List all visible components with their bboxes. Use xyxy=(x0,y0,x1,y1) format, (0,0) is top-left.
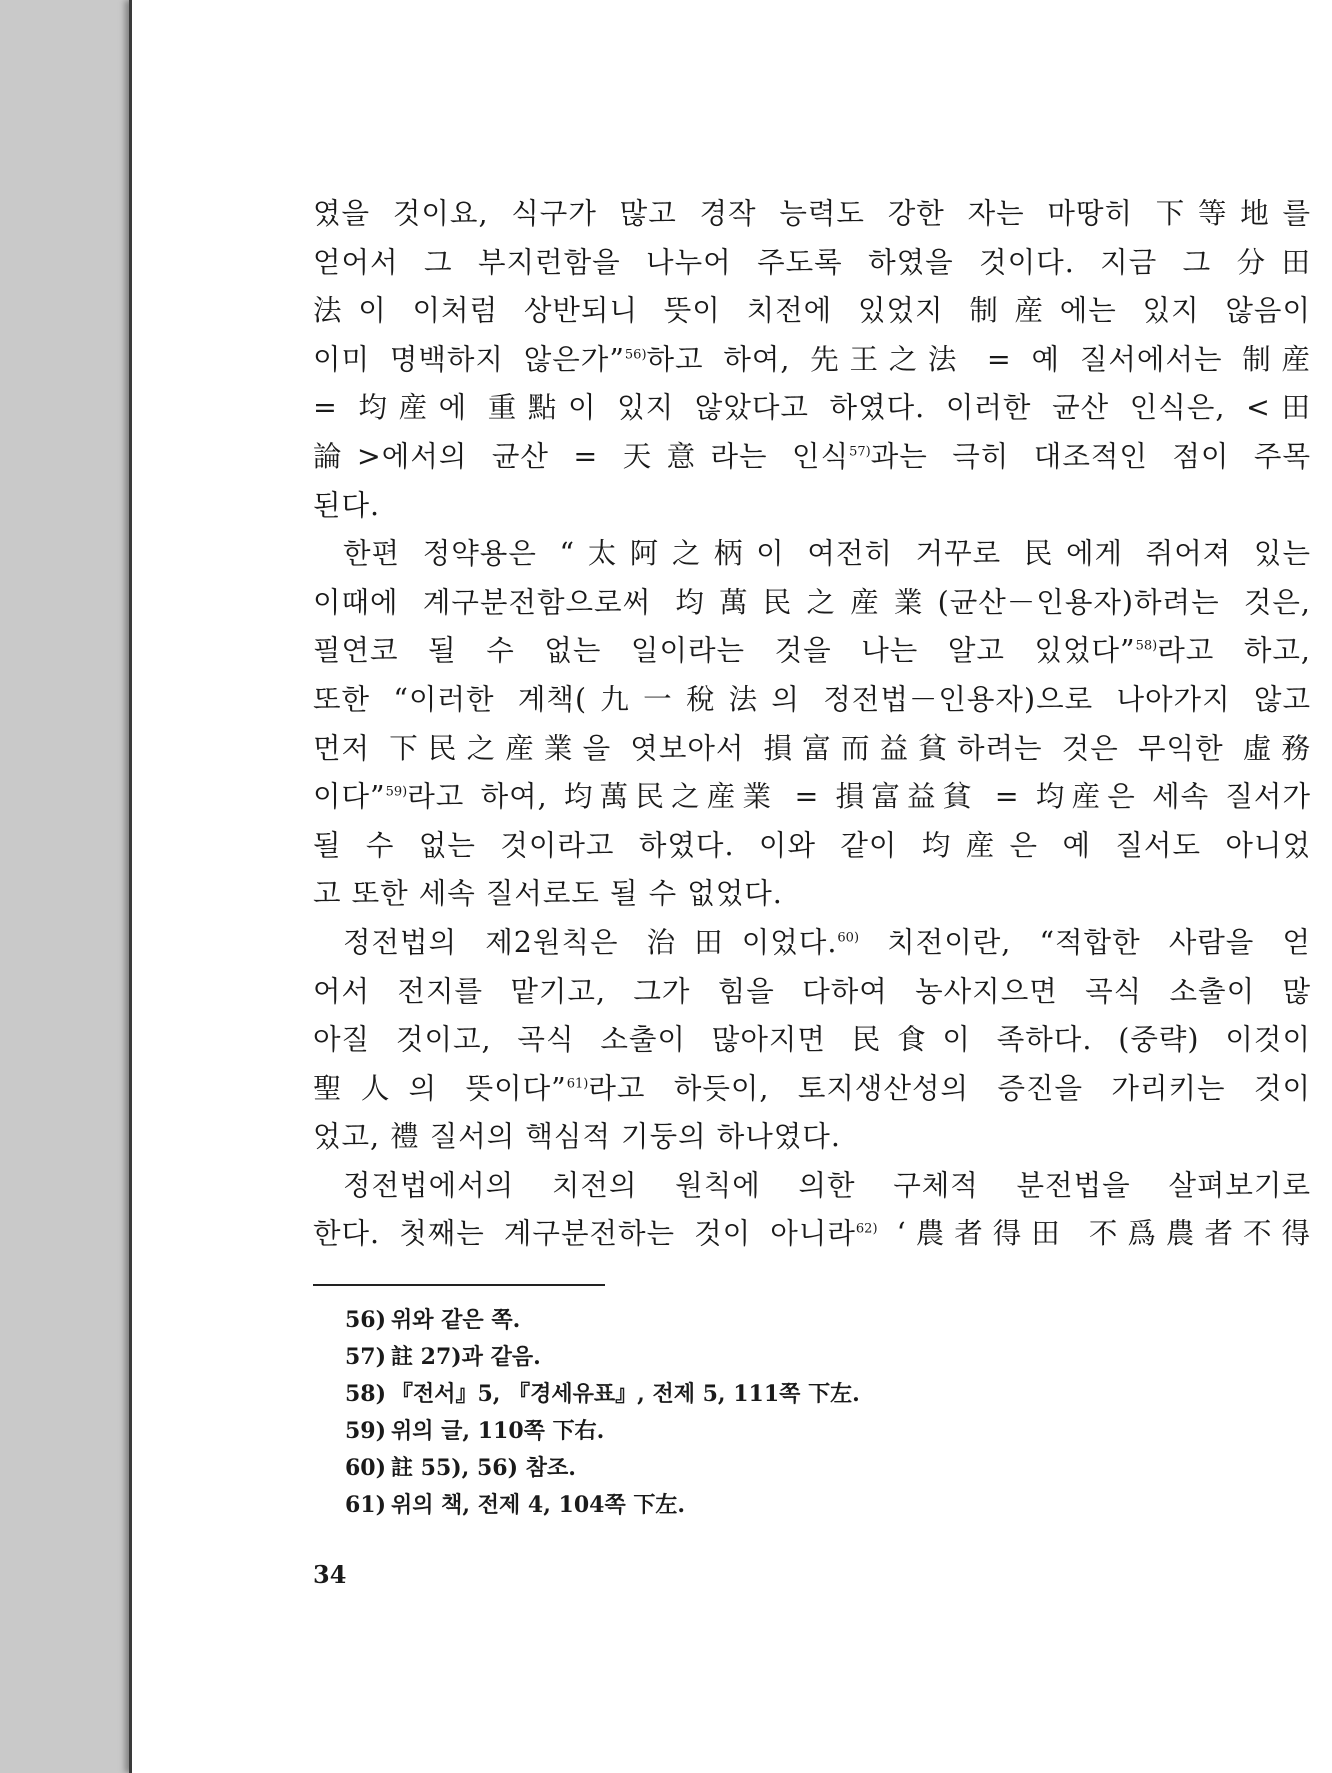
body-line: 정전법의 제2원칙은 治田이었다.$^{60)}$ 치전이란, “적합한 사람을 얻 xyxy=(343,925,1311,959)
body-line: 었고, 禮 질서의 핵심적 기둥의 하나였다. xyxy=(313,1120,841,1154)
footnote: 59) 위의 글, 110쪽 下右. xyxy=(345,1418,605,1444)
body-line: 또한 “이러한 계책(九一稅法의 정전법－인용자)으로 나아가지 않고 xyxy=(313,682,1311,716)
body-line: 얻어서 그 부지런함을 나누어 주도록 하였을 것이다. 지금 그 分田 xyxy=(313,245,1311,279)
body-line: 였을 것이요, 식구가 많고 경작 능력도 강한 자는 마땅히 下等地를 xyxy=(313,197,1311,230)
body-line: 한다. 첫째는 계구분전하는 것이 아니라$^{62)}$ ‘農者得田 不爲農者不得 xyxy=(313,1217,1312,1251)
footnote-ref: 61) xyxy=(566,1076,589,1092)
page-number: 34 xyxy=(313,1560,347,1589)
footnotes xyxy=(345,1302,1245,1524)
footnote: 61) 위의 책, 전제 4, 104쪽 下左. xyxy=(345,1492,686,1518)
body-text xyxy=(313,190,1311,1259)
body-line: 아질 것이고, 곡식 소출이 많아지면 民食이 족하다. (중략) 이것이 xyxy=(313,1023,1311,1057)
body-line: 論>에서의 균산 = 天意라는 인식$^{57)}$과는 극히 대조적인 점이 주목 xyxy=(313,439,1311,473)
footnote: 57) 註 27)과 같음. xyxy=(345,1344,541,1370)
footnote: 56) 위와 같은 쪽. xyxy=(345,1307,521,1333)
footnote: 60) 註 55), 56) 참조. xyxy=(345,1455,576,1481)
footnote-ref: 58) xyxy=(1135,638,1158,654)
footnote: 58) 『전서』5, 『경세유표』, 전제 5, 111쪽 下左. xyxy=(345,1381,860,1407)
body-line: 한편 정약용은 “太阿之柄이 여전히 거꾸로 民에게 쥐어져 있는 xyxy=(343,537,1311,571)
book-page xyxy=(129,0,1332,1773)
footnote-ref: 60) xyxy=(837,930,860,946)
body-line: 된다. xyxy=(313,488,381,522)
body-line: 정전법에서의 치전의 원칙에 의한 구체적 분전법을 살펴보기로 xyxy=(343,1168,1311,1202)
body-line: 이다”$^{59)}$라고 하여, 均萬民之産業 = 損富益貧 = 均産은 세속 질서가 xyxy=(313,780,1311,814)
body-line: 될 수 없는 것이라고 하였다. 이와 같이 均産은 예 질서도 아니었 xyxy=(313,828,1311,862)
footnote-ref: 56) xyxy=(624,347,647,363)
body-line: 먼저 下民之産業을 엿보아서 損富而益貧하려는 것은 무익한 虛務 xyxy=(313,731,1311,765)
body-line: 이때에 계구분전함으로써 均萬民之産業(균산－인용자)하려는 것은, xyxy=(313,585,1311,619)
body-line: = 均産에 重點이 있지 않았다고 하였다. 이러한 균산 인식은, <田 xyxy=(313,391,1311,425)
body-line: 法이 이처럼 상반되니 뜻이 치전에 있었지 制産에는 있지 않음이 xyxy=(313,294,1311,328)
footnote-divider xyxy=(313,1284,605,1286)
body-line: 고 또한 세속 질서로도 될 수 없었다. xyxy=(313,877,783,911)
body-line: 어서 전지를 맡기고, 그가 힘을 다하여 농사지으면 곡식 소출이 많 xyxy=(313,974,1311,1008)
body-line: 필연코 될 수 없는 일이라는 것을 나는 알고 있었다”$^{58)}$라고 하고, xyxy=(313,634,1311,668)
footnote-ref: 59) xyxy=(385,784,408,800)
footnote-ref: 57) xyxy=(849,444,871,460)
body-line: 이미 명백하지 않은가”$^{56)}$하고 하여, 先王之法 = 예 질서에서는 制産 xyxy=(313,342,1312,376)
body-line: 聖人의 뜻이다”$^{61)}$라고 하듯이, 토지생산성의 증진을 가리키는 것이 xyxy=(313,1071,1311,1105)
footnote-ref: 62) xyxy=(855,1221,878,1237)
